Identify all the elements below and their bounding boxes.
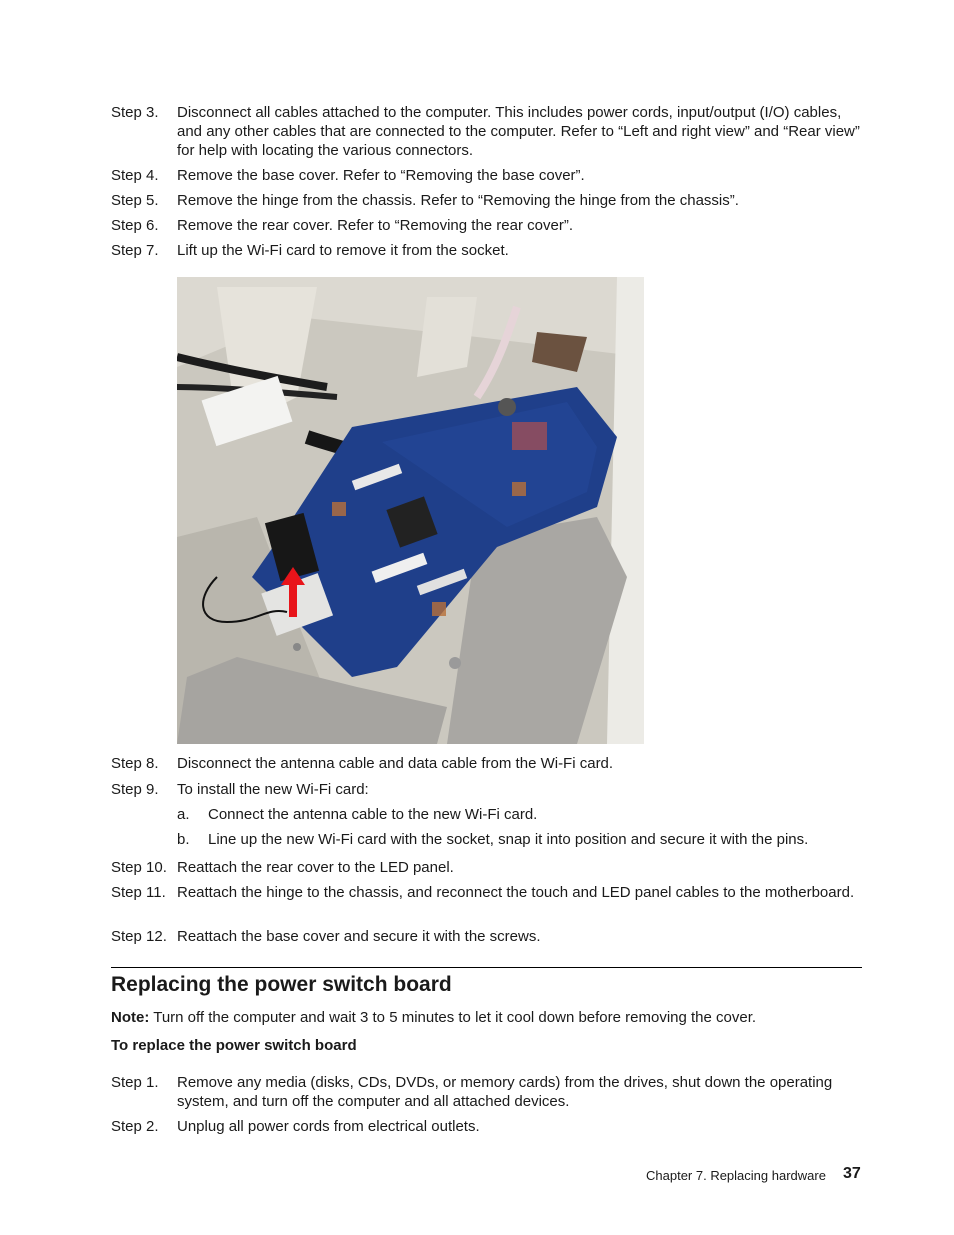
step-12 [111,927,863,946]
section-step-2 [111,1117,863,1136]
step-10 [111,858,863,877]
step-label: Step 5. [111,192,159,209]
step-label: Step 9. [111,781,159,798]
step-text: To install the new Wi-Fi card: [177,781,369,798]
step-label: Step 12. [111,928,167,945]
note-text: Turn off the computer and wait 3 to 5 minutes to let it cool down before removing the cover. [149,1009,757,1026]
step-11 [111,883,863,902]
substep-a [177,805,857,824]
note-label: Note: [111,1009,150,1026]
arrow-shaft [289,582,297,617]
wifi-card-photo [177,277,644,744]
photo-illustration [177,277,644,744]
procedure-title: To replace the power switch board [111,1037,357,1054]
step-label: Step 2. [111,1118,159,1135]
step-9 [111,780,863,799]
step-text: Unplug all power cords from electrical outlets. [177,1118,480,1135]
step-text: Reattach the rear cover to the LED panel. [177,859,454,876]
step-text: Remove the rear cover. Refer to “Removing the rear cover”. [177,217,573,234]
substep-text: Line up the new Wi-Fi card with the socket, snap it into position and secure it with the pins. [208,831,809,848]
step-4 [111,166,863,185]
step-label: Step 4. [111,167,159,184]
step-label: Step 11. [111,884,166,901]
step-text: Reattach the hinge to the chassis, and reconnect the touch and LED panel cables to the motherboard. [177,884,855,901]
step-text: Lift up the Wi-Fi card to remove it from the socket. [177,242,509,259]
step-7 [111,241,863,260]
step-text: Reattach the base cover and secure it with the screws. [177,928,541,945]
note [111,1008,756,1027]
substep-b [177,830,857,849]
substep-text: Connect the antenna cable to the new Wi-Fi card. [208,806,538,823]
step-label: Step 8. [111,755,159,772]
step-label: Step 6. [111,217,159,234]
step-3 [111,103,863,160]
step-5 [111,191,863,210]
step-text: Disconnect all cables attached to the computer. This includes power cords, input/output (I/O) cables, and any other cables that are connected to the computer. Refer to “Left and right view” and “Rear view” for help with locating the various connectors. [177,104,860,159]
section-heading: Replacing the power switch board [111,973,452,996]
step-text: Remove any media (disks, CDs, DVDs, or memory cards) from the drives, shut down the operating system, and turn off the computer and all attached devices. [177,1074,833,1110]
step-8 [111,754,863,773]
footer-chapter: Chapter 7. Replacing hardware [646,1168,826,1183]
step-6 [111,216,863,235]
section-divider [111,967,862,968]
step-label: Step 10. [111,859,167,876]
step-label: Step 3. [111,104,159,121]
step-label: Step 7. [111,242,159,259]
substep-label: a. [177,806,190,823]
section-step-1 [111,1073,863,1111]
step-label: Step 1. [111,1074,159,1091]
substep-label: b. [177,831,190,848]
step-text: Remove the base cover. Refer to “Removing the base cover”. [177,167,585,184]
page-number: 37 [843,1165,861,1182]
step-text: Remove the hinge from the chassis. Refer to “Removing the hinge from the chassis”. [177,192,739,209]
step-text: Disconnect the antenna cable and data cable from the Wi-Fi card. [177,755,614,772]
